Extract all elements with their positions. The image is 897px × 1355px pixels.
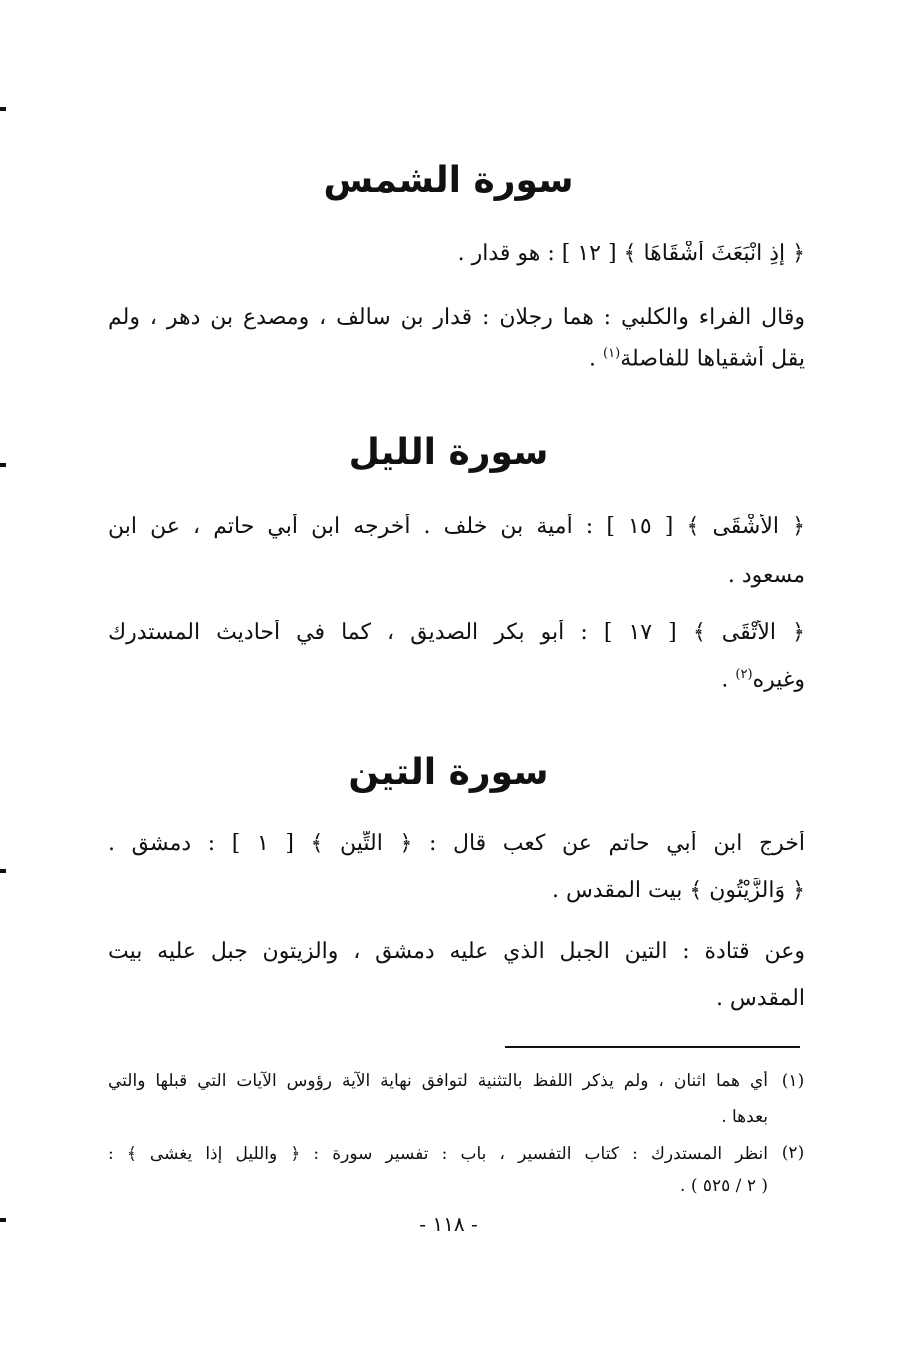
footnote-ref: (١): [603, 346, 621, 361]
text-run: يقل أشقياها للفاصلة: [620, 346, 805, 372]
paragraph-line: ﴿ الأَشْقَى ﴾ [ ١٥ ] : أمية بن خلف . أخرجه ابن أبي حاتم ، عن ابن: [108, 514, 805, 539]
paragraph-line: ﴿ إِذِ انْبَعَثَ أَشْقَاهَا ﴾ [ ١٢ ] : هو قدار .: [457, 241, 805, 266]
margin-mark: [0, 107, 6, 111]
footnote-line: انظر المستدرك : كتاب التفسير ، باب : تفسير سورة : ﴿ والليل إذا يغشى ﴾ :: [108, 1144, 768, 1164]
footnote-separator: [505, 1046, 800, 1048]
footnote-number: (٢): [781, 1143, 805, 1163]
footnote-line: بعدها .: [721, 1107, 768, 1127]
margin-mark: [0, 869, 6, 873]
footnote-number: (١): [781, 1071, 805, 1091]
paragraph-line: أخرج ابن أبي حاتم عن كعب قال : ﴿ التِّينِ ﴾ [ ١ ] : دمشق .: [108, 831, 805, 856]
section-title-shams: سورة الشمس: [323, 160, 574, 201]
section-title-tin: سورة التين: [348, 752, 549, 793]
paragraph-line: ﴿ الأَتْقَى ﴾ [ ١٧ ] : أبو بكر الصديق ، كما في أحاديث المستدرك: [108, 620, 805, 645]
paragraph-line: مسعود .: [727, 563, 805, 588]
paragraph-line: [108, 667, 805, 692]
paragraph-line: ﴿ وَالزَّيْتُونِ ﴾ بيت المقدس .: [551, 878, 805, 903]
paragraph-line: وعن قتادة : التين الجبل الذي عليه دمشق ، والزيتون جبل عليه بيت: [108, 939, 805, 964]
footnote-ref: (٢): [735, 667, 753, 682]
footnote-line: ( ٢ / ٥٢٥ ) .: [680, 1176, 768, 1196]
text-run: .: [721, 667, 736, 693]
footnote-line: أي هما اثنان ، ولم يذكر اللفظ بالتثنية لتوافق نهاية الآية رؤوس الآيات التي قبلها والتي: [108, 1071, 768, 1091]
paragraph-line: وقال الفراء والكلبي : هما رجلان : قدار بن سالف ، ومصدع بن دهر ، ولم: [108, 305, 805, 330]
text-run: وغيره: [752, 667, 805, 693]
page-number: - ١١٨ -: [419, 1212, 478, 1236]
text-run: .: [589, 346, 604, 372]
paragraph-line: [108, 346, 805, 371]
section-title-layl: سورة الليل: [348, 432, 549, 473]
paragraph-line: المقدس .: [715, 986, 805, 1011]
